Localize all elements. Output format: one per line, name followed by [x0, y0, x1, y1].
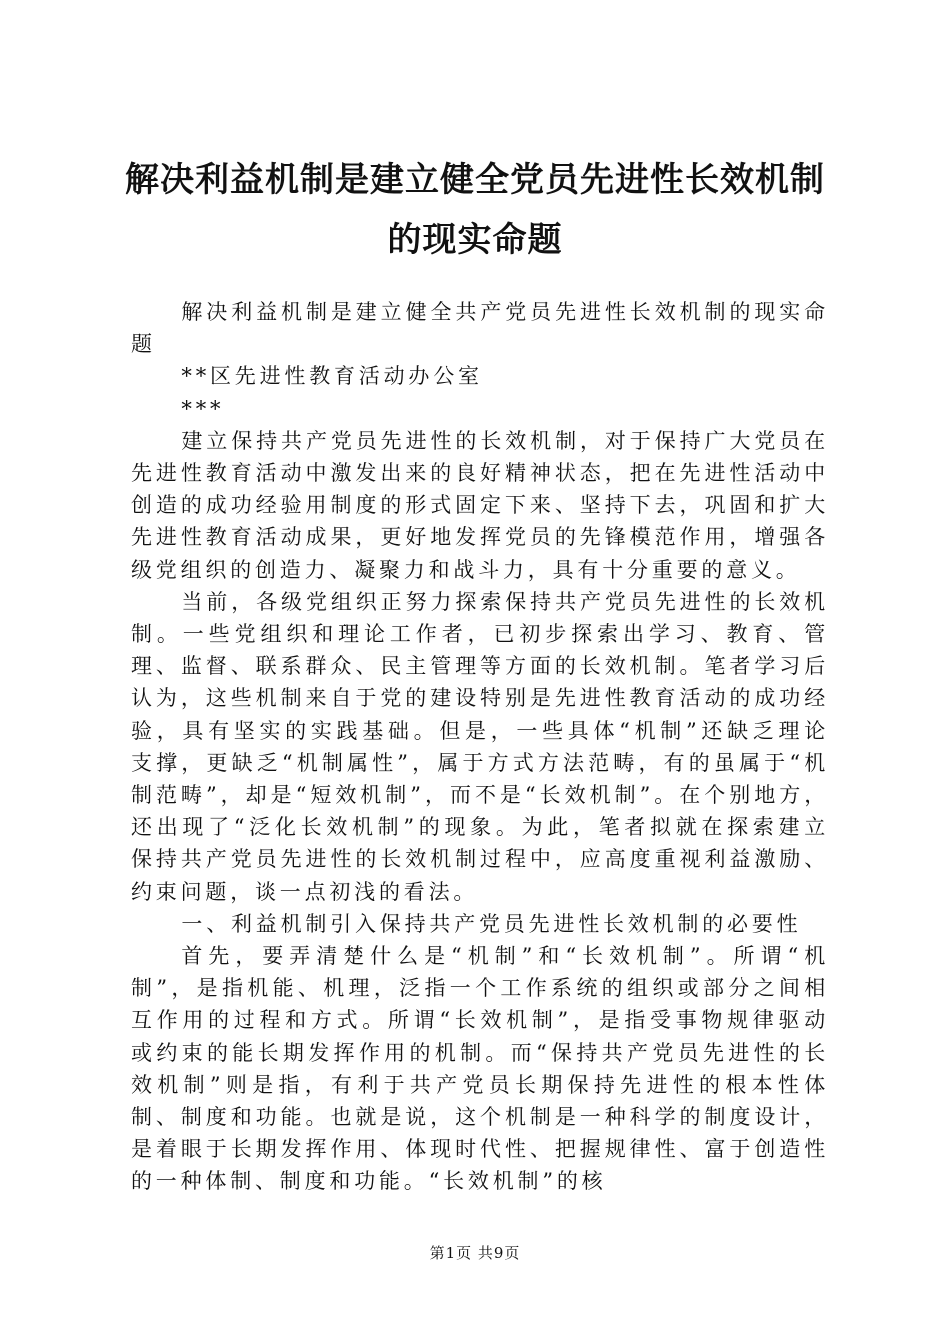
author-organization: **区先进性教育活动办公室 [181, 364, 483, 389]
body-paragraph: 首先，要弄清楚什么是“机制”和“长效机制”。所谓“机制”，是指机能、机理，泛指一个工作系统的组织或部分之间相互作用的过程和方式。所谓“长效机制”，是指受事物规律驱动或约束的能长期发挥作用的机制。而“保持共产党员先进性的长效机制”则是指，有利于共产党员长期保持先进性的根本性体制、制度和功能。也就是说，这个机制是一种科学的制度设计，是着眼于长期发挥作用、体现时代性、把握规律性、富于创造性的一种体制、制度和功能。“长效机制”的核 [131, 944, 829, 1194]
document-title-line-1: 解决利益机制是建立健全党员先进性长效机制 [125, 160, 825, 200]
document-title-line-2: 的现实命题 [387, 220, 563, 260]
author-name: *** [181, 396, 225, 421]
body-paragraph: 当前，各级党组织正努力探索保持共产党员先进性的长效机制。一些党组织和理论工作者，已初步探索出学习、教育、管理、监督、联系群众、民主管理等方面的长效机制。笔者学习后认为，这些机制来自于党的建设特别是先进性教育活动的成功经验，具有坚实的实践基础。但是，一些具体“机制”还缺乏理论支撑，更缺乏“机制属性”，属于方式方法范畴，有的虽属于“机制范畴”，却是“短效机制”，而不是“长效机制”。在个别地方，还出现了“泛化长效机制”的现象。为此，笔者拟就在探索建立保持共产党员先进性的长效机制过程中，应高度重视利益激励、约束问题，谈一点初浅的看法。 [131, 589, 829, 904]
body-paragraph: 建立保持共产党员先进性的长效机制，对于保持广大党员在先进性教育活动中激发出来的良好精神状态，把在先进性活动中创造的成功经验用制度的形式固定下来、坚持下去，巩固和扩大先进性教育活动成果，更好地发挥党员的先锋模范作用，增强各级党组织的创造力、凝聚力和战斗力，具有十分重要的意义。 [131, 428, 829, 582]
subtitle-paragraph: 解决利益机制是建立健全共产党员先进性长效机制的现实命题 [131, 300, 829, 357]
document-body [131, 296, 829, 1198]
section-heading: 一、利益机制引入保持共产党员先进性长效机制的必要性 [181, 911, 802, 936]
page-footer: 第1页 共9页 [429, 1244, 521, 1262]
